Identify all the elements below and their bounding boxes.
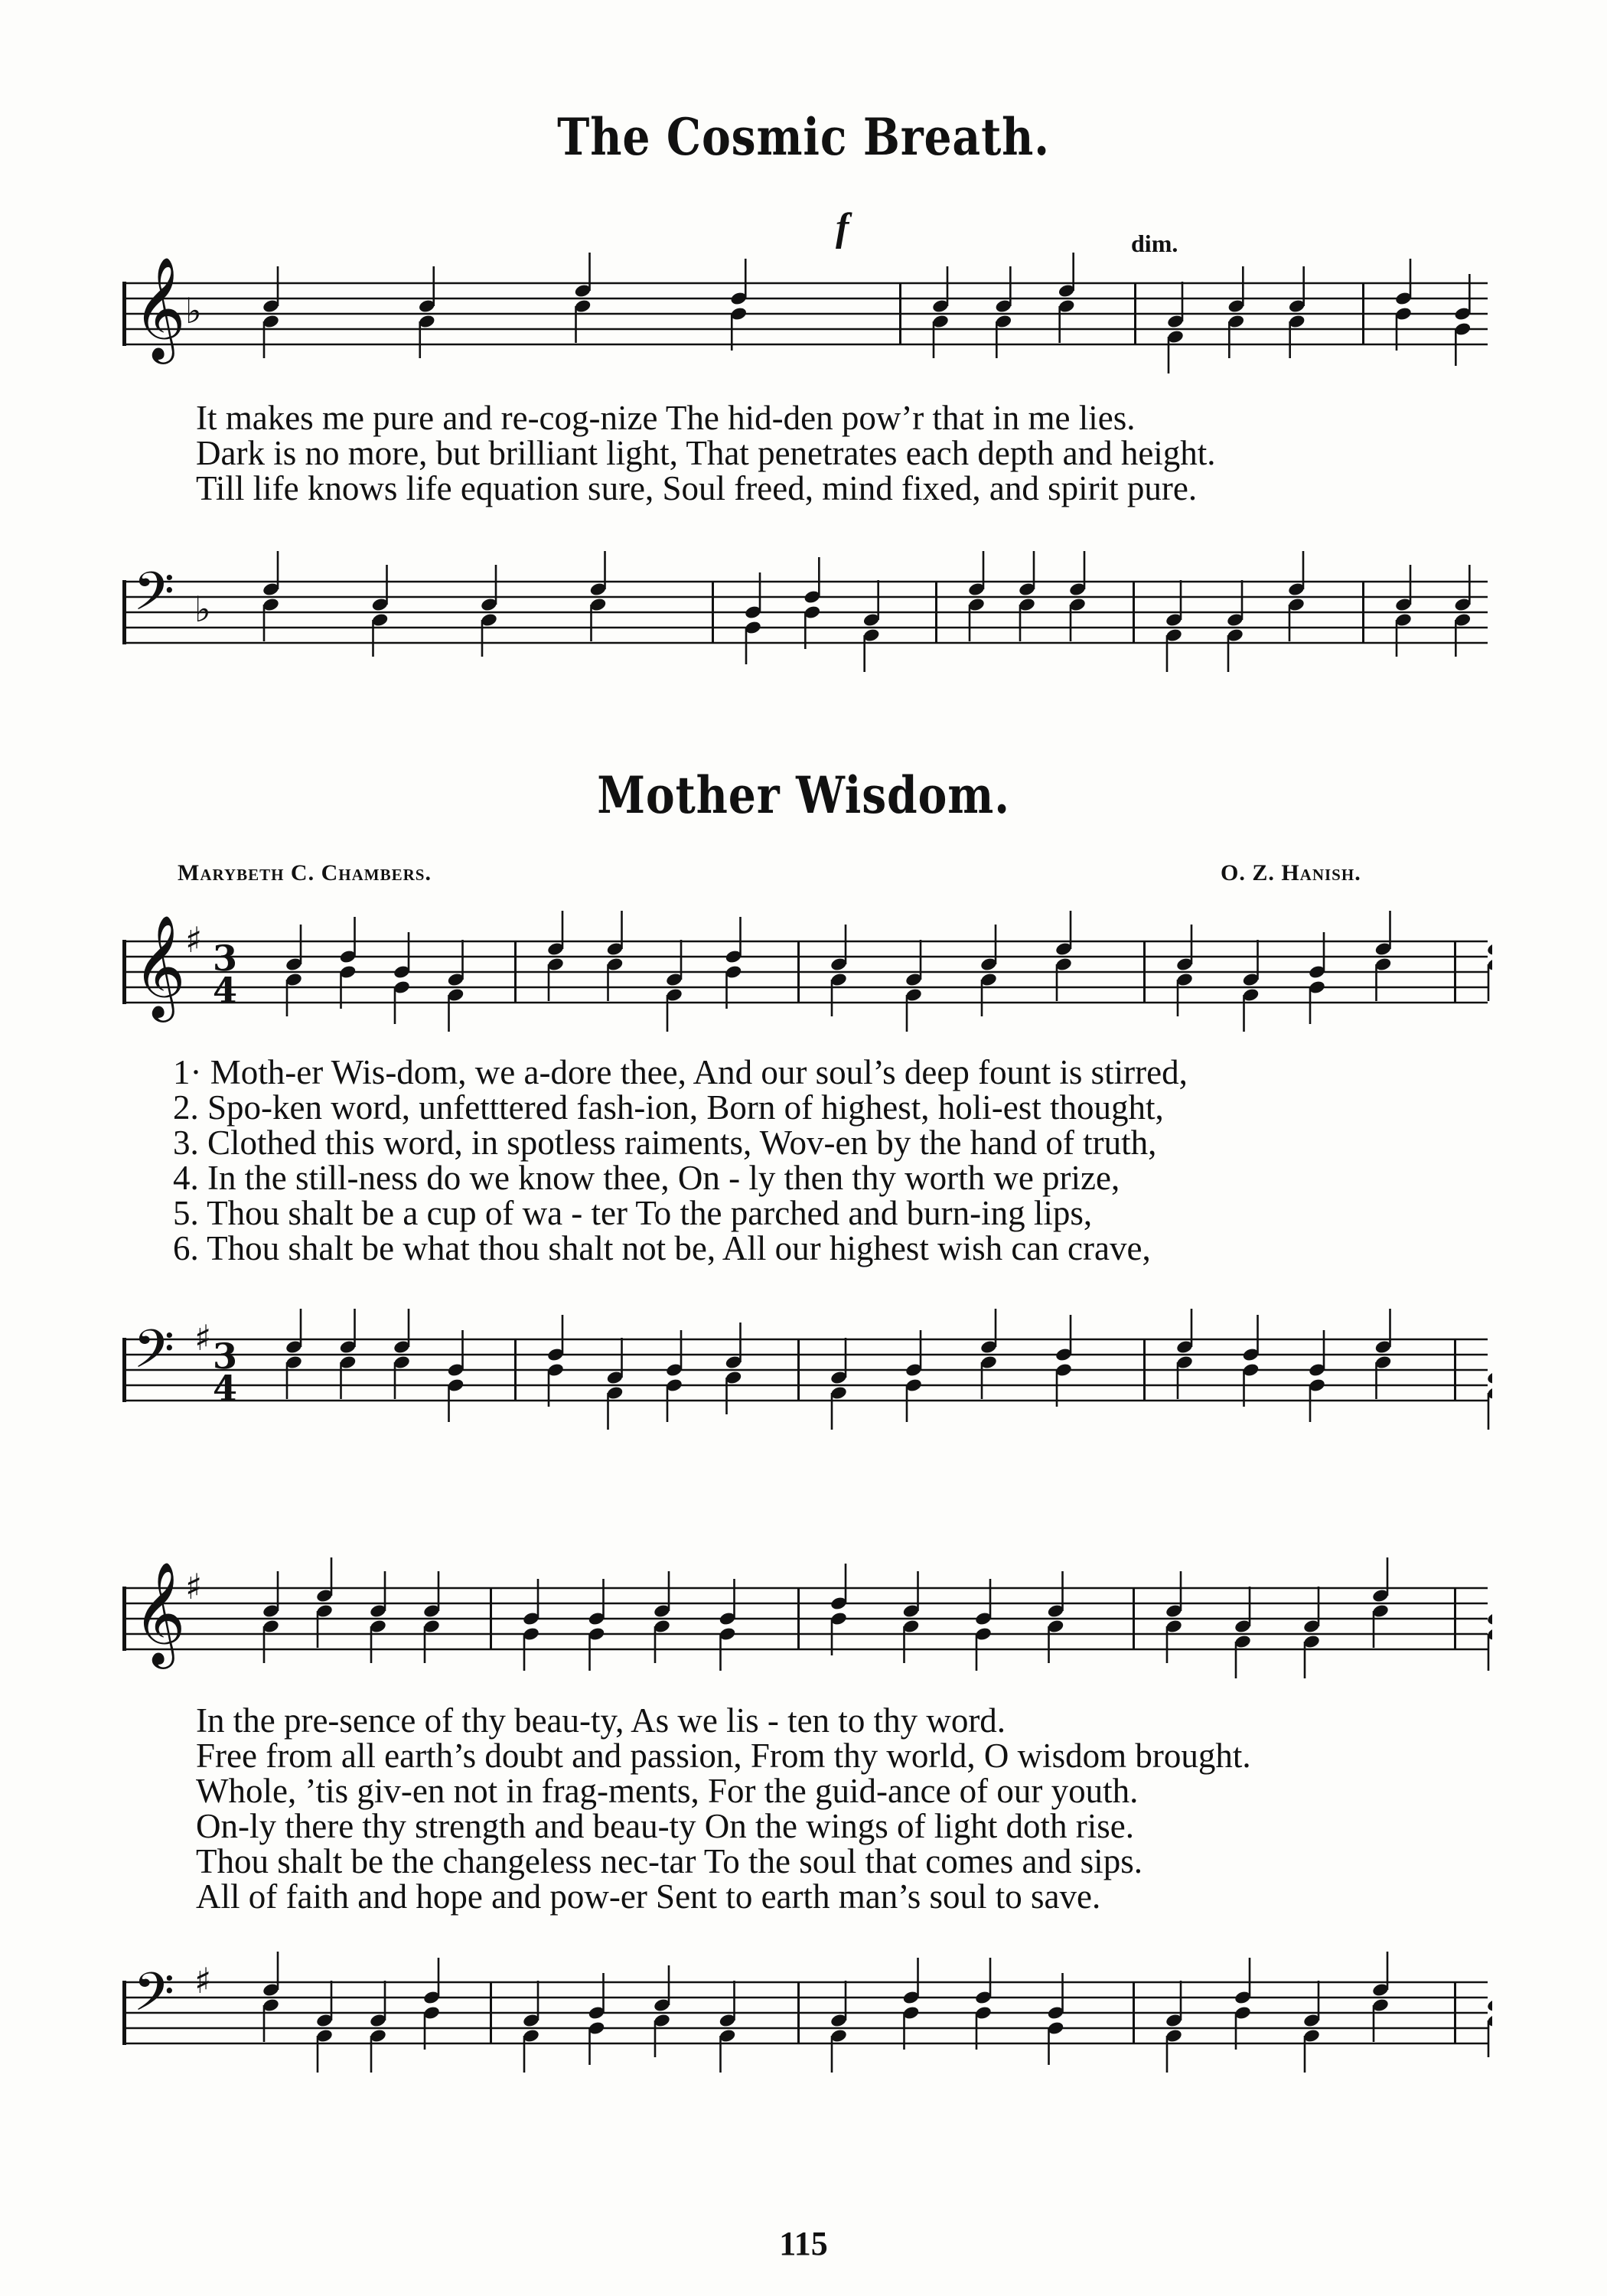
- barline: [1454, 1339, 1456, 1401]
- barline: [122, 1338, 126, 1402]
- barline: [1362, 283, 1364, 344]
- barline: [122, 580, 126, 644]
- treble-staff: [122, 253, 1492, 375]
- verse-line: In the pre-sence of thy beau-ty, As we lis - ten to thy word.: [196, 1701, 1006, 1740]
- barline: [1133, 582, 1135, 643]
- lyric-line: Till life knows life equation sure, Soul freed, mind fixed, and spirit pure.: [196, 469, 1198, 507]
- barline: [490, 1588, 492, 1649]
- staff-engraving: [122, 551, 1492, 673]
- barline: [122, 282, 126, 346]
- page-number: 115: [779, 2225, 828, 2262]
- note-head: [1486, 1998, 1492, 2013]
- barline: [1143, 1339, 1146, 1401]
- treble-clef-icon: 𝄞: [133, 1561, 186, 1665]
- flat-icon: ♭: [185, 290, 202, 331]
- barline: [514, 1339, 517, 1401]
- flat-icon: ♭: [194, 589, 211, 630]
- barline: [1143, 941, 1146, 1003]
- bass-clef-icon: 𝄢: [133, 1961, 175, 2036]
- verse-line: Thou shalt be the changeless nec-tar To the soul that comes and sips.: [196, 1842, 1143, 1880]
- sharp-icon: ♯: [194, 1960, 212, 2001]
- barline: [122, 940, 126, 1004]
- time-signature-numerator: 3: [213, 1336, 238, 1377]
- lyric-line: It makes me pure and re-cog-nize The hid-den pow’r that in me lies.: [196, 399, 1136, 437]
- barline: [1454, 1982, 1456, 2043]
- time-signature-denominator: 4: [213, 970, 238, 1011]
- lyrics-block: [196, 400, 1550, 506]
- verse-line: All of faith and hope and pow-er Sent to earth man’s soul to save.: [196, 1877, 1101, 1916]
- barline: [1454, 941, 1456, 1003]
- barline: [797, 1588, 800, 1649]
- bass-staff: [122, 1952, 1492, 2074]
- barline: [712, 582, 714, 643]
- verse-line: 2. Spo-ken word, unfetttered fash-ion, Born of highest, holi-est thought,: [173, 1088, 1164, 1127]
- barline: [1134, 283, 1136, 344]
- barline: [797, 941, 800, 1003]
- staff-engraving: [122, 253, 1492, 375]
- verse-line: 4. In the still-ness do we know thee, On - ly then thy worth we prize,: [173, 1159, 1120, 1197]
- bass-clef-icon: 𝄢: [133, 1318, 175, 1393]
- composer-credit: O. Z. Hanish.: [1221, 860, 1361, 885]
- time-signature-denominator: 4: [213, 1368, 238, 1409]
- hymn-title: Mother Wisdom.: [597, 765, 1010, 825]
- treble-staff: [122, 911, 1492, 1033]
- sharp-icon: ♯: [194, 1317, 212, 1358]
- barline: [1133, 1982, 1135, 2043]
- sharp-icon: ♯: [185, 919, 203, 960]
- barline: [1454, 1588, 1456, 1649]
- barline: [797, 1339, 800, 1401]
- dynamic-forte: f: [836, 206, 849, 249]
- barline: [122, 1981, 126, 2045]
- verse-line: Free from all earth’s doubt and passion, From thy world, O wisdom brought.: [196, 1737, 1251, 1775]
- barline: [899, 283, 901, 344]
- barline: [1133, 1588, 1135, 1649]
- barline: [490, 1982, 492, 2043]
- staff-engraving: [122, 911, 1492, 1033]
- lyricist-credit: Marybeth C. Chambers.: [178, 860, 432, 885]
- note-head: [1486, 941, 1492, 957]
- bass-clef-icon: 𝄢: [133, 560, 175, 635]
- dynamic-diminuendo: dim.: [1131, 230, 1178, 257]
- note-head: [1486, 1370, 1492, 1385]
- staff-engraving: [122, 1557, 1492, 1680]
- verses-block: [196, 1703, 1550, 1914]
- bass-staff: [122, 1309, 1492, 1431]
- treble-clef-icon: 𝄞: [133, 256, 186, 360]
- bass-staff: [122, 551, 1492, 673]
- barline: [1362, 582, 1364, 643]
- verse-line: 6. Thou shalt be what thou shalt not be, All our highest wish can crave,: [173, 1229, 1151, 1267]
- hymn-title: The Cosmic Breath.: [557, 107, 1050, 167]
- barline: [797, 1982, 800, 2043]
- verse-line: 5. Thou shalt be a cup of wa - ter To the parched and burn-ing lips,: [173, 1194, 1093, 1232]
- verses-block: [173, 1055, 1527, 1266]
- sharp-icon: ♯: [185, 1566, 203, 1607]
- treble-staff: [122, 1557, 1492, 1680]
- treble-clef-icon: 𝄞: [133, 915, 186, 1018]
- barline: [935, 582, 937, 643]
- barline: [122, 1587, 126, 1651]
- verse-line: Whole, ’tis giv-en not in frag-ments, For the guid-ance of our youth.: [196, 1772, 1139, 1810]
- verse-line: 1· Moth-er Wis-dom, we a-dore thee, And our soul’s deep fount is stirred,: [173, 1053, 1188, 1091]
- lyric-line: Dark is no more, but brilliant light, That penetrates each depth and height.: [196, 434, 1216, 472]
- staff-engraving: [122, 1952, 1492, 2074]
- barline: [514, 941, 517, 1003]
- verse-line: 3. Clothed this word, in spotless raiments, Wov-en by the hand of truth,: [173, 1124, 1157, 1162]
- verse-line: On-ly there thy strength and beau-ty On the wings of light doth rise.: [196, 1807, 1135, 1845]
- staff-engraving: [122, 1309, 1492, 1431]
- time-signature-numerator: 3: [213, 938, 238, 979]
